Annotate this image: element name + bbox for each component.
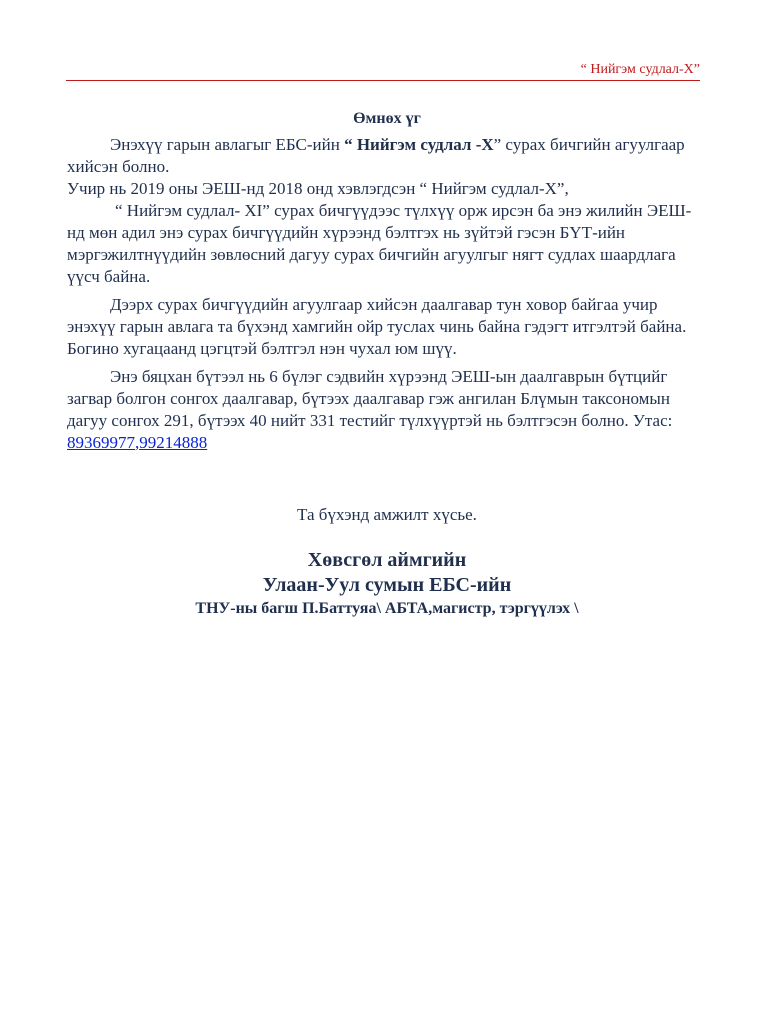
- closing-wish: Та бүхэнд амжилт хүсье.: [297, 505, 477, 524]
- book-title-bold: “ Нийгэм судлал -Х: [344, 135, 494, 154]
- paragraph-purpose: Дээрх сурах бичгүүдийн агуулгаар хийсэн даалгавар тун ховор байгаа учир энэхүү гарын авлага та бүхэнд хамгийн ойр туслах чинь байна гэдэгт итгэлтэй байна. Богино хугацаанд цэгцтэй бэлтгэл нэн чухал юм шүү.: [67, 295, 687, 358]
- paragraph-contents: [67, 366, 707, 454]
- header-rule: [66, 80, 700, 81]
- preface-heading: Өмнөх үг: [353, 110, 421, 127]
- preface-body: [67, 108, 707, 620]
- running-header: “ Нийгэм судлал-Х”: [580, 62, 700, 77]
- phone-link-2[interactable]: 99214888: [139, 433, 208, 452]
- paragraph-reason-line1: Учир нь 2019 оны ЭЕШ-нд 2018 онд хэвлэгдсэн “ Нийгэм судлал-Х”,: [67, 179, 569, 198]
- paragraph-intro: [67, 134, 707, 178]
- author-name: ТНУ-ны багш П.Баттуяа\ АБТА,магистр, тэргүүлэх \: [195, 600, 579, 617]
- author-province: Хөвсгөл аймгийн: [307, 549, 467, 571]
- phone-link-1[interactable]: 89369977: [67, 433, 135, 452]
- paragraph-intro-end: ” сурах бичгийн агуулгаар хийсэн болно.: [67, 135, 685, 176]
- paragraph-reason: “ Нийгэм судлал- XI” сурах бичгүүдээс түлхүү орж ирсэн ба энэ жилийн ЭЕШ-нд мөн адил энэ сурах бичгүүдийн хүрээнд бэлтгэх нь зүйтэй гэсэн БҮТ-ийн мэргэжилтнүүдийн зөвлөсний дагуу сурах бичгийн агуулгыг нягт судлах шаардлага үүсч байна.: [67, 201, 692, 286]
- paragraph-intro-start: Энэхүү гарын авлагыг ЕБС-ийн: [110, 135, 345, 154]
- phone-separator: ,: [135, 433, 140, 452]
- author-school: Улаан-Уул сумын ЕБС-ийн: [262, 574, 512, 596]
- paragraph-contents-text: Энэ бяцхан бүтээл нь 6 бүлэг сэдвийн хүрээнд ЭЕШ-ын даалгаврын бүтцийг загвар болгон сонгох даалгавар, бүтээх даалгавар гэж ангилан Блүмын таксономын дагуу сонгох 291, бүтээх 40 нийт 331 тестийг түлхүүртэй нь бэлтгэсэн болно. Утас:: [67, 367, 673, 430]
